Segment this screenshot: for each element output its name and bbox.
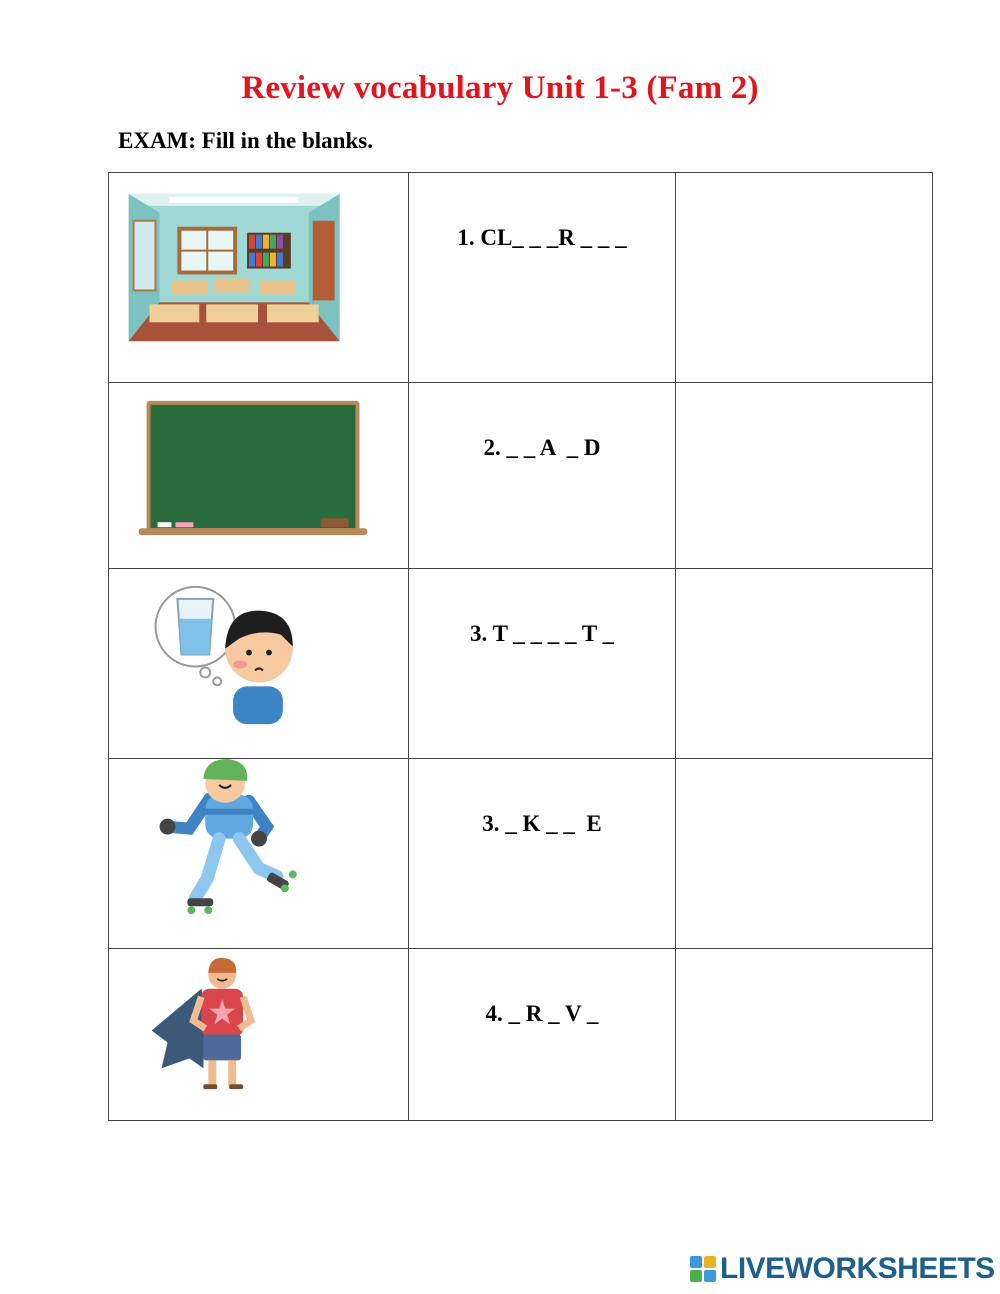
logo-text: LIVEWORKSHEETS (720, 1252, 995, 1285)
answer-cell[interactable] (676, 173, 933, 383)
answer-cell[interactable] (676, 949, 933, 1121)
word-clue: 3. T _ _ _ _ T _ (469, 621, 615, 646)
table-row (109, 949, 933, 1121)
roller-skating-picture (109, 759, 408, 948)
word-clue: 4. _ R _ V _ (485, 1001, 599, 1026)
picture-cell (109, 949, 409, 1121)
word-cell (409, 759, 676, 949)
thirsty-boy-picture (109, 569, 408, 758)
picture-cell (109, 569, 409, 759)
page-title: Review vocabulary Unit 1-3 (Fam 2) (241, 70, 759, 106)
word-cell (409, 173, 676, 383)
table-row (109, 569, 933, 759)
table-row (109, 759, 933, 949)
liveworksheets-logo-icon (690, 1256, 716, 1282)
liveworksheets-logo[interactable] (690, 1252, 995, 1286)
worksheet-table (108, 172, 933, 1121)
table-row (109, 173, 933, 383)
picture-cell (109, 759, 409, 949)
word-clue: 1. CL_ _ _R _ _ _ (457, 225, 627, 250)
picture-cell (109, 173, 409, 383)
answer-cell[interactable] (676, 383, 933, 569)
word-clue: 2. _ _ A _ D (483, 435, 601, 460)
answer-cell[interactable] (676, 759, 933, 949)
word-cell (409, 383, 676, 569)
brave-boy-picture (109, 949, 408, 1120)
board-picture (109, 383, 408, 568)
table-row (109, 383, 933, 569)
picture-cell (109, 383, 409, 569)
classroom-picture (109, 173, 408, 382)
word-cell (409, 569, 676, 759)
word-cell (409, 949, 676, 1121)
answer-cell[interactable] (676, 569, 933, 759)
instruction-text: EXAM: Fill in the blanks. (118, 128, 373, 153)
word-clue: 3. _ K _ _ E (482, 811, 602, 836)
